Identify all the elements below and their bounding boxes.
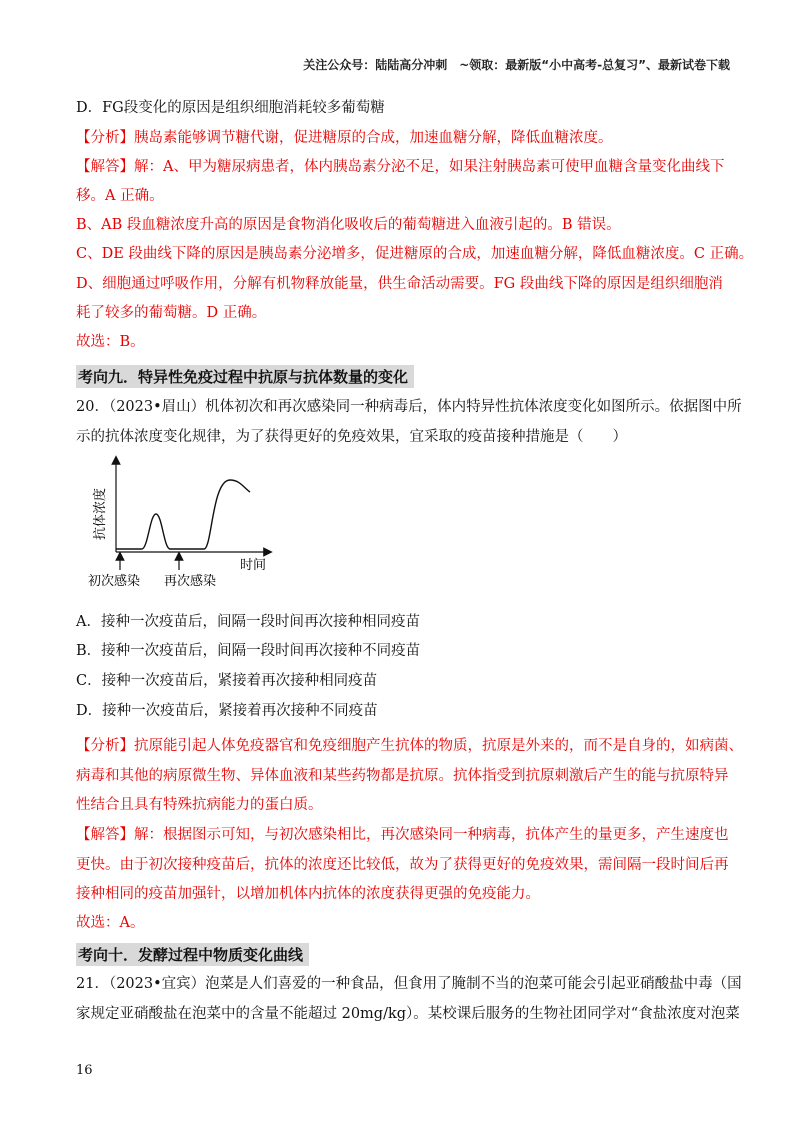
q20-answer-line-3: 接种相同的疫苗加强针，以增加机体内抗体的浓度获得更强的免疫能力。	[76, 886, 540, 902]
q20-option-b: B．接种一次疫苗后，间隔一段时间再次接种不同疫苗	[76, 643, 421, 659]
q20-analysis-line-3: 性结合且具有特殊抗病能力的蛋白质。	[76, 797, 323, 813]
q20-answer-line-1: 【解答】解：根据图示可知，与初次感染相比，再次感染同一种病毒，抗体产生的量更多，产生速度也	[76, 827, 729, 843]
first-infection-label: 初次感染	[88, 574, 141, 589]
q20-analysis-line-2: 病毒和其他的病原微生物、异体血液和某些药物都是抗原。抗体指受到抗原刺激后产生的能与抗原特异	[76, 768, 729, 784]
q20-final-answer: 故选：A。	[76, 915, 145, 931]
page-number: 16	[76, 1063, 93, 1078]
page-header: 关注公众号：陆陆高分冲刺 ~领取：最新版“小中高考-总复习”、最新试卷下载	[303, 58, 730, 72]
q19-final-answer: 故选：B。	[76, 334, 145, 350]
q20-option-c: C．接种一次疫苗后，紧接着再次接种相同疫苗	[76, 673, 378, 689]
q20-stem-line-1: 20．（2023•眉山）机体初次和再次感染同一种病毒后，体内特异性抗体浓度变化如图所示。依据图中所	[76, 399, 742, 415]
q19-answer-line-2: 移。A 正确。	[76, 188, 164, 204]
q20-answer-line-2: 更快。由于初次接种疫苗后，抗体的浓度还比较低，故为了获得更好的免疫效果，需间隔一段时间后再	[76, 857, 729, 873]
q20-analysis-line-1: 【分析】抗原能引起人体免疫器官和免疫细胞产生抗体的物质，抗原是外来的，而不是自身的，如病菌、	[76, 738, 743, 754]
x-axis-label: 时间	[240, 558, 267, 573]
y-axis-label: 抗体浓度	[93, 487, 108, 541]
q21-stem-line-2: 家规定亚硝酸盐在泡菜中的含量不能超过 20mg/kg）。某校课后服务的生物社团同学对“食盐浓度对泡菜	[76, 1006, 740, 1022]
antibody-curve	[116, 480, 250, 549]
q19-answer-line-1: 【解答】解：A、甲为糖尿病患者，体内胰岛素分泌不足，如果注射胰岛素可使甲血糖含量变化曲线下	[76, 159, 725, 175]
section-heading-10: 考向十．发酵过程中物质变化曲线	[76, 943, 309, 966]
q19-option-d: D．FG段变化的原因是组织细胞消耗较多葡萄糖	[76, 100, 385, 116]
section-heading-9: 考向九．特异性免疫过程中抗原与抗体数量的变化	[76, 365, 414, 388]
q19-analysis: 【分析】胰岛素能够调节糖代谢，促进糖原的合成，加速血糖分解，降低血糖浓度。	[76, 130, 613, 146]
q20-option-d: D．接种一次疫苗后，紧接着再次接种不同疫苗	[76, 703, 378, 719]
q19-answer-line-5: D、细胞通过呼吸作用，分解有机物释放能量，供生命活动需要。FG 段曲线下降的原因是组织细胞消	[76, 276, 723, 292]
q20-stem-line-2: 示的抗体浓度变化规律，为了获得更好的免疫效果，宜采取的疫苗接种措施是（ ）	[76, 429, 627, 445]
q19-answer-line-6: 耗了较多的葡萄糖。D 正确。	[76, 305, 267, 321]
antibody-concentration-figure	[80, 452, 280, 594]
q19-answer-line-3: B、AB 段血糖浓度升高的原因是食物消化吸收后的葡萄糖进入血液引起的。B 错误。	[76, 217, 621, 233]
q21-stem-line-1: 21．（2023•宜宾）泡菜是人们喜爱的一种食品，但食用了腌制不当的泡菜可能会引起亚硝酸盐中毒（国	[76, 976, 742, 992]
second-infection-label: 再次感染	[164, 574, 217, 589]
q20-option-a: A．接种一次疫苗后，间隔一段时间再次接种相同疫苗	[76, 614, 420, 630]
q19-answer-line-4: C、DE 段曲线下降的原因是胰岛素分泌增多，促进糖原的合成，加速血糖分解，降低血糖浓度。C 正确。	[76, 246, 754, 262]
